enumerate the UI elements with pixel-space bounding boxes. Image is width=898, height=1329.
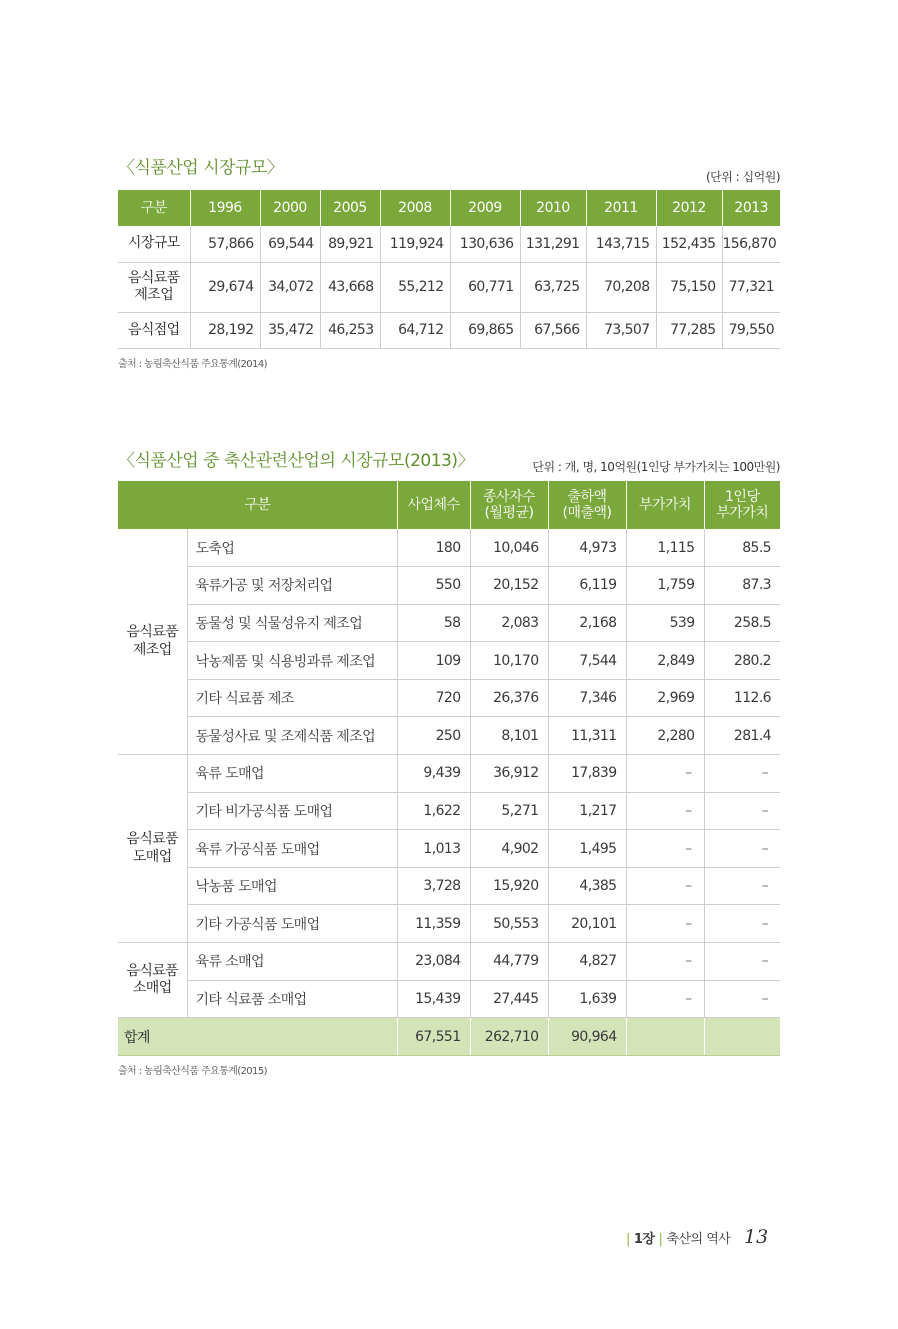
table-row	[118, 943, 780, 981]
table-cell: 34,072	[260, 262, 320, 312]
table-cell: 539	[626, 604, 704, 642]
table-cell: 1,495	[548, 830, 626, 868]
section2-unit: 단위 : 개, 명, 10억원(1인당 부가가치는 100만원)	[532, 460, 780, 474]
market-size-table	[118, 190, 780, 349]
table-cell: 1,217	[548, 792, 626, 830]
table-cell: 258.5	[704, 604, 780, 642]
table-cell: 73,507	[586, 312, 656, 348]
table-cell: 23,084	[397, 943, 470, 981]
table-row	[118, 717, 780, 755]
header-column: 부가가치	[626, 481, 704, 529]
header-year: 2012	[656, 190, 722, 226]
table-cell: 87.3	[704, 567, 780, 605]
table-cell: 720	[397, 679, 470, 717]
table-cell: 4,385	[548, 867, 626, 905]
page-footer	[622, 1228, 730, 1247]
table-cell: –	[626, 792, 704, 830]
header-year: 1996	[190, 190, 260, 226]
total-label: 합계	[118, 1018, 397, 1056]
industry-name: 육류 소매업	[187, 943, 397, 981]
industry-name: 기타 비가공식품 도매업	[187, 792, 397, 830]
total-cell	[626, 1018, 704, 1056]
industry-name: 기타 가공식품 도매업	[187, 905, 397, 943]
table-row	[118, 226, 780, 262]
table-cell: 180	[397, 529, 470, 567]
table-row	[118, 312, 780, 348]
table-cell: 7,346	[548, 679, 626, 717]
table-cell: 57,866	[190, 226, 260, 262]
table-cell: 4,902	[470, 830, 548, 868]
table-cell: 89,921	[320, 226, 380, 262]
table-cell: 1,115	[626, 529, 704, 567]
table-cell: –	[704, 755, 780, 793]
row-label: 음식점업	[118, 312, 190, 348]
table-row	[118, 529, 780, 567]
header-column: 종사자수 (월평균)	[470, 481, 548, 529]
industry-name: 기타 식료품 소매업	[187, 980, 397, 1018]
table-cell: 2,969	[626, 679, 704, 717]
table-cell: 20,152	[470, 567, 548, 605]
table-cell: 28,192	[190, 312, 260, 348]
table-cell: 2,280	[626, 717, 704, 755]
table-cell: 119,924	[380, 226, 450, 262]
table-cell: 11,311	[548, 717, 626, 755]
section1-title: 〈식품산업 시장규모〉	[118, 158, 284, 178]
table-cell: –	[704, 830, 780, 868]
page-number: 13	[744, 1226, 769, 1248]
table-cell: 17,839	[548, 755, 626, 793]
industry-name: 동물성 및 식물성유지 제조업	[187, 604, 397, 642]
table-row	[118, 567, 780, 605]
table-header-row	[118, 190, 780, 226]
header-year: 2000	[260, 190, 320, 226]
livestock-industry-table	[118, 481, 780, 1056]
table-cell: 44,779	[470, 943, 548, 981]
table-cell: 77,321	[722, 262, 780, 312]
header-category: 구분	[118, 190, 190, 226]
table-cell: 7,544	[548, 642, 626, 680]
table-cell: 75,150	[656, 262, 722, 312]
table-cell: 112.6	[704, 679, 780, 717]
table-cell: 69,865	[450, 312, 520, 348]
table-row	[118, 905, 780, 943]
total-cell	[704, 1018, 780, 1056]
industry-name: 육류 도매업	[187, 755, 397, 793]
table-cell: 1,622	[397, 792, 470, 830]
header-column: 사업체수	[397, 481, 470, 529]
table-row	[118, 604, 780, 642]
divider-mark: |	[626, 1232, 630, 1247]
header-category: 구분	[118, 481, 397, 529]
industry-name: 도축업	[187, 529, 397, 567]
table-cell: 64,712	[380, 312, 450, 348]
table-header-row	[118, 481, 780, 529]
header-year: 2008	[380, 190, 450, 226]
row-label: 시장규모	[118, 226, 190, 262]
table-row	[118, 792, 780, 830]
table-row	[118, 262, 780, 312]
table-cell: 69,544	[260, 226, 320, 262]
total-cell: 90,964	[548, 1018, 626, 1056]
table-cell: 156,870	[722, 226, 780, 262]
table-cell: 2,168	[548, 604, 626, 642]
table-cell: 10,170	[470, 642, 548, 680]
table-cell: 29,674	[190, 262, 260, 312]
table-cell: 3,728	[397, 867, 470, 905]
table-cell: 60,771	[450, 262, 520, 312]
table-cell: 9,439	[397, 755, 470, 793]
table-cell: 11,359	[397, 905, 470, 943]
header-column: 1인당 부가가치	[704, 481, 780, 529]
table-cell: 1,759	[626, 567, 704, 605]
row-label: 음식료품 제조업	[118, 262, 190, 312]
table-cell: –	[704, 905, 780, 943]
section2-source: 출처 : 농림축산식품 주요통계(2015)	[118, 1066, 267, 1077]
table-cell: 77,285	[656, 312, 722, 348]
table-cell: 79,550	[722, 312, 780, 348]
table-cell: 58	[397, 604, 470, 642]
table-cell: –	[626, 905, 704, 943]
table-cell: –	[704, 943, 780, 981]
header-year: 2010	[520, 190, 586, 226]
table-cell: 5,271	[470, 792, 548, 830]
chapter-title: 축산의 역사	[666, 1232, 731, 1247]
table-cell: 2,849	[626, 642, 704, 680]
table-cell: 67,566	[520, 312, 586, 348]
industry-name: 낙농품 도매업	[187, 867, 397, 905]
table-cell: –	[626, 980, 704, 1018]
group-label: 음식료품 제조업	[118, 529, 187, 755]
table-cell: 143,715	[586, 226, 656, 262]
table-cell: 2,083	[470, 604, 548, 642]
industry-name: 기타 식료품 제조	[187, 679, 397, 717]
table-cell: 55,212	[380, 262, 450, 312]
header-year: 2005	[320, 190, 380, 226]
header-year: 2011	[586, 190, 656, 226]
table-cell: –	[626, 867, 704, 905]
table-cell: –	[704, 792, 780, 830]
table-cell: 1,639	[548, 980, 626, 1018]
table-cell: –	[704, 980, 780, 1018]
divider-mark: |	[658, 1232, 663, 1247]
table-cell: 15,439	[397, 980, 470, 1018]
industry-name: 육류가공 및 저장처리업	[187, 567, 397, 605]
table-cell: 36,912	[470, 755, 548, 793]
total-cell: 262,710	[470, 1018, 548, 1056]
section2-title: 〈식품산업 중 축산관련산업의 시장규모(2013)〉	[118, 451, 474, 471]
table-cell: 130,636	[450, 226, 520, 262]
table-cell: 50,553	[470, 905, 548, 943]
table-cell: 280.2	[704, 642, 780, 680]
table-cell: 550	[397, 567, 470, 605]
table-cell: 15,920	[470, 867, 548, 905]
table-cell: 4,827	[548, 943, 626, 981]
table-cell: 85.5	[704, 529, 780, 567]
table-cell: 250	[397, 717, 470, 755]
group-label: 음식료품 도매업	[118, 755, 187, 943]
table-cell: 46,253	[320, 312, 380, 348]
table-cell: –	[626, 830, 704, 868]
table-cell: 152,435	[656, 226, 722, 262]
table-cell: 4,973	[548, 529, 626, 567]
total-row	[118, 1018, 780, 1056]
table-cell: –	[626, 943, 704, 981]
header-column: 출하액 (매출액)	[548, 481, 626, 529]
header-year: 2009	[450, 190, 520, 226]
header-year: 2013	[722, 190, 780, 226]
table-cell: 63,725	[520, 262, 586, 312]
section1-unit: (단위 : 십억원)	[706, 170, 780, 184]
table-cell: 27,445	[470, 980, 548, 1018]
table-row	[118, 867, 780, 905]
table-row	[118, 980, 780, 1018]
table-cell: 1,013	[397, 830, 470, 868]
industry-name: 낙농제품 및 식용빙과류 제조업	[187, 642, 397, 680]
table-cell: –	[626, 755, 704, 793]
chapter-number: 1장	[633, 1232, 655, 1247]
table-cell: 8,101	[470, 717, 548, 755]
table-cell: 26,376	[470, 679, 548, 717]
industry-name: 육류 가공식품 도매업	[187, 830, 397, 868]
table-cell: 6,119	[548, 567, 626, 605]
table-row	[118, 679, 780, 717]
total-cell: 67,551	[397, 1018, 470, 1056]
table-row	[118, 642, 780, 680]
industry-name: 동물성사료 및 조제식품 제조업	[187, 717, 397, 755]
table-cell: 43,668	[320, 262, 380, 312]
table-row	[118, 830, 780, 868]
table-cell: –	[704, 867, 780, 905]
group-label: 음식료품 소매업	[118, 943, 187, 1018]
table-cell: 20,101	[548, 905, 626, 943]
table-cell: 35,472	[260, 312, 320, 348]
table-cell: 109	[397, 642, 470, 680]
table-cell: 70,208	[586, 262, 656, 312]
table-cell: 131,291	[520, 226, 586, 262]
table-cell: 281.4	[704, 717, 780, 755]
table-cell: 10,046	[470, 529, 548, 567]
table-row	[118, 755, 780, 793]
section1-source: 출처 : 농림축산식품 주요통계(2014)	[118, 359, 267, 370]
